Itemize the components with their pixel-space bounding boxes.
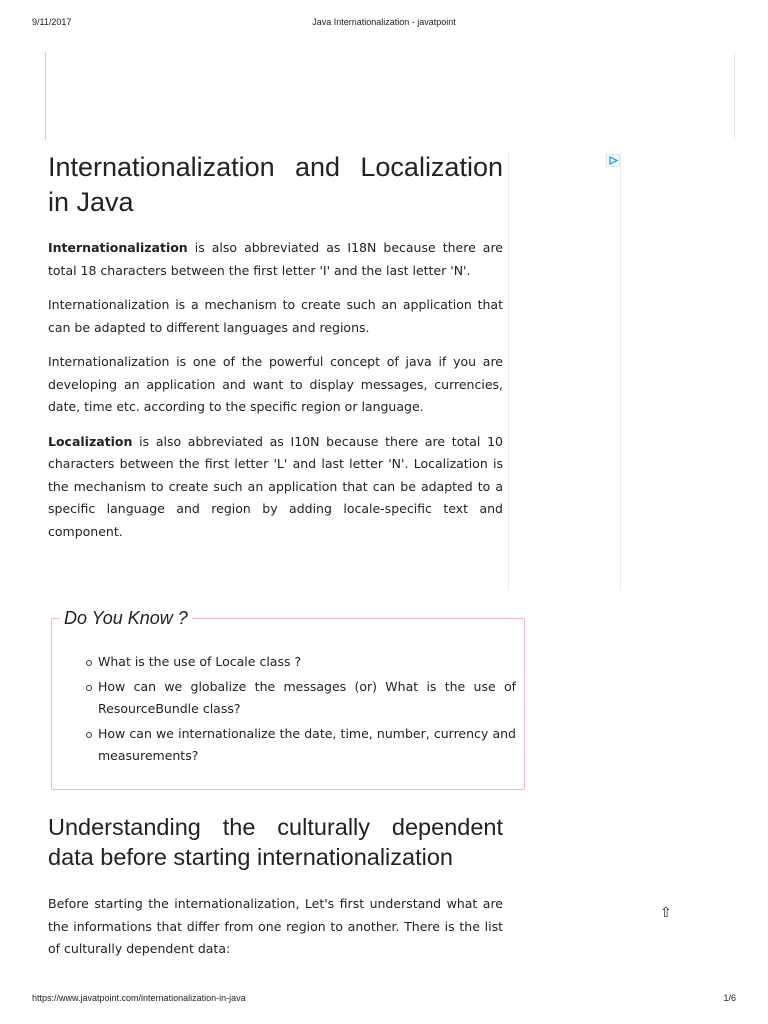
list-item-text[interactable]: What is the use of Locale class ? [98, 654, 302, 669]
sidebar-ad-border [620, 152, 621, 590]
list-item-text[interactable]: How can we globalize the messages (or) What is the use of ResourceBundle class? [98, 678, 516, 716]
paragraph-mechanism: Internationalization is a mechanism to create such an application that can be adapted to different languages and regions. [48, 297, 503, 335]
ad-banner[interactable] [45, 52, 735, 140]
section-heading: Understanding the culturally dependent data before starting internationalization [48, 814, 503, 870]
term-internationalization: Internationalization [48, 240, 188, 255]
print-page-title: Java Internationalization - javatpoint [312, 17, 456, 27]
paragraph-localization-text: is also abbreviated as I10N because there are total 10 characters between the first letter 'L' and last letter 'N'. Localization is the mechanism to create such an application that can be adapted to a specific language and region by adding locale-specific text and component. [48, 433, 503, 539]
paragraph-concept: Internationalization is one of the powerful concept of java if you are developing an application and want to display messages, currencies, date, time etc. according to the specific region or language. [48, 354, 503, 414]
do-you-know-box [51, 608, 525, 790]
print-url: https://www.javatpoint.com/internationalization-in-java [32, 993, 246, 1003]
paragraph-intro-text: is also abbreviated as I18N because there are total 18 characters between the first letter 'I' and the last letter 'N'. [48, 240, 503, 278]
bullet-icon [86, 732, 92, 738]
do-you-know-list [86, 651, 516, 770]
list-item[interactable] [86, 651, 516, 674]
paragraph-culturally-dependent: Before starting the internationalization, Let's first understand what are the informations that differ from one region to another. There is the list of culturally dependent data: [48, 896, 503, 956]
list-item[interactable] [86, 676, 516, 721]
term-localization: Localization [48, 433, 133, 449]
article-content [48, 150, 503, 543]
do-you-know-title: Do You Know ? [60, 608, 192, 629]
bullet-icon [86, 660, 92, 666]
bullet-icon [86, 685, 92, 691]
adchoices-icon[interactable] [606, 154, 620, 167]
scroll-to-top-icon[interactable]: ⇧ [660, 905, 672, 921]
list-item-text[interactable]: How can we internationalize the date, time, number, currency and measurements? [98, 725, 516, 763]
print-date: 9/11/2017 [32, 17, 72, 27]
paragraph-intro [48, 237, 503, 282]
print-page-number: 1/6 [723, 993, 736, 1003]
section-content [48, 893, 503, 961]
sidebar-divider [508, 152, 509, 590]
page-title: Internationalization and Localization in Java [48, 152, 503, 217]
paragraph-localization [48, 431, 503, 544]
list-item[interactable] [86, 723, 516, 768]
